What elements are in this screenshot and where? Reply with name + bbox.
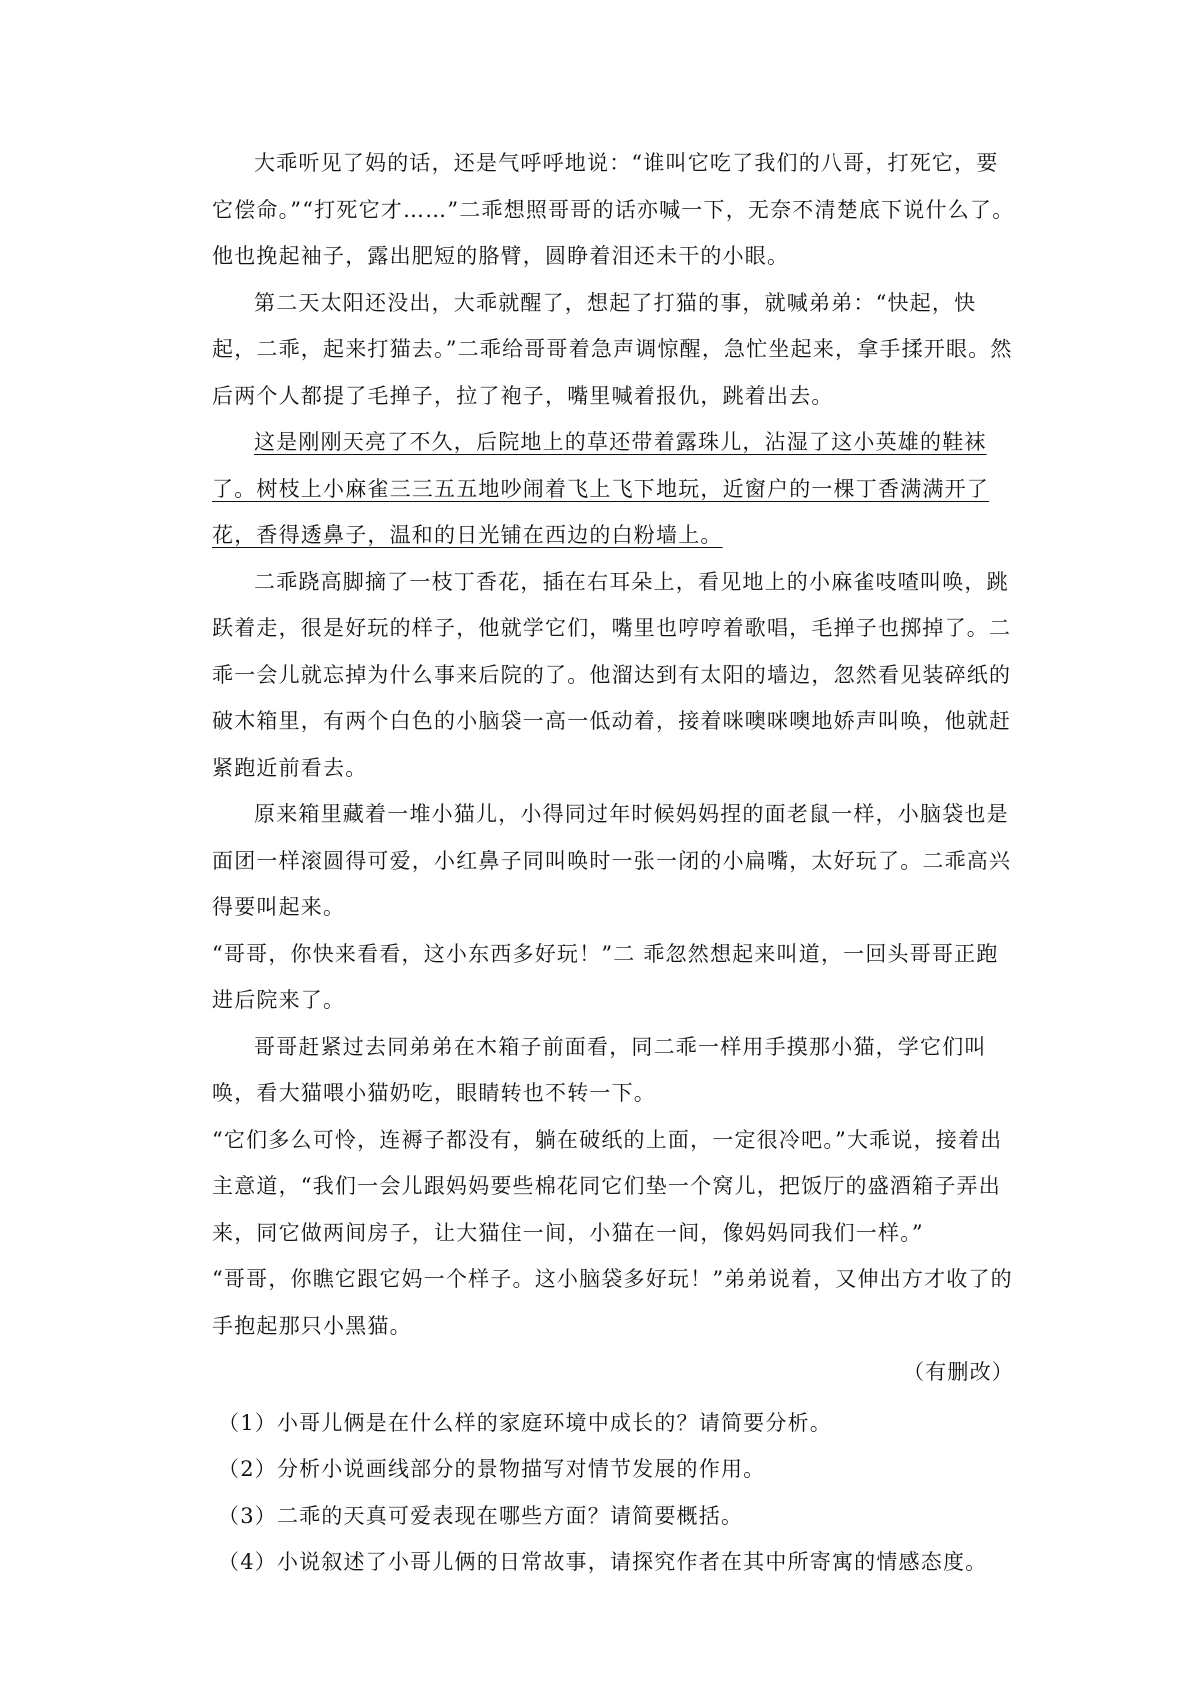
paragraph-6: “哥哥，你快来看看，这小东西多好玩！”二 乖忽然想起来叫道，一回头哥哥正跑进后院来了。 — [212, 941, 999, 1012]
underlined-paragraph: 这是刚刚天亮了不久，后院地上的草还带着露珠儿，沾湿了这小英雄的鞋袜了。树枝上小麻雀三三五五地吵闹着飞上飞下地玩，近窗户的一棵丁香满满开了花，香得透鼻子，温和的日光铺在西边的白粉墙上。 — [212, 430, 989, 547]
paragraph-2: 第二天太阳还没出，大乖就醒了，想起了打猫的事，就喊弟弟：“快起，快起，二乖，起来打猫去。”二乖给哥哥着急声调惊醒，急忙坐起来，拿手揉开眼。然后两个人都提了毛掸子，拉了袍子，嘴里喊着报仇，跳着出去。 — [212, 290, 1013, 408]
paragraph-5: 原来箱里藏着一堆小猫儿，小得同过年时候妈妈捏的面老鼠一样，小脑袋也是面团一样滚圆得可爱，小红鼻子同叫唤时一张一闭的小扁嘴，太好玩了。二乖高兴得要叫起来。 — [212, 802, 1012, 919]
question-3: （3）二乖的天真可爱表现在哪些方面？请简要概括。 — [218, 1503, 744, 1528]
question-2: （2）分析小说画线部分的景物描写对情节发展的作用。 — [218, 1457, 766, 1481]
question-4: （4）小说叙述了小哥儿俩的日常故事，请探究作者在其中所寄寓的情感态度。 — [218, 1550, 988, 1574]
source-note: （有删改） — [903, 1360, 1014, 1384]
question-list — [212, 1400, 1020, 1586]
paragraph-1: 大乖听见了妈的话，还是气呼呼地说：“谁叫它吃了我们的八哥，打死它，要它偿命。”“打死它才……”二乖想照哥哥的话亦喊一下，无奈不清楚底下说什么了。他也挽起袖子，露出肥短的胳臂，圆睁着泪还未干的小眼。 — [212, 151, 1015, 268]
paragraph-8: “它们多么可怜，连褥子都没有，躺在破纸的上面，一定很冷吧。”大乖说，接着出主意道，“我们一会儿跟妈妈要些棉花同它们垫一个窝儿，把饭厅的盛酒箱子弄出来，同它做两间房子，让大猫住一间，小猫在一间，像妈妈同我们一样。” — [212, 1127, 1003, 1245]
paragraph-4: 二乖跷高脚摘了一枝丁香花，插在右耳朵上，看见地上的小麻雀吱喳叫唤，跳跃着走，很是好玩的样子，他就学它们，嘴里也哼哼着歌唱，毛掸子也掷掉了。二乖一会儿就忘掉为什么事来后院的了。他溜达到有太阳的墙边，忽然看见装碎纸的破木箱里，有两个白色的小脑袋一高一低动着，接着咪噢咪噢地娇声叫唤，他就赶紧跑近前看去。 — [212, 569, 1012, 780]
question-1: （1）小哥儿俩是在什么样的家庭环境中成长的？请简要分析。 — [218, 1410, 832, 1435]
paragraph-9: “哥哥，你瞧它跟它妈一个样子。这小脑袋多好玩！”弟弟说着，又伸出方才收了的手抱起那只小黑猫。 — [212, 1267, 1013, 1338]
paragraph-7: 哥哥赶紧过去同弟弟在木箱子前面看，同二乖一样用手摸那小猫，学它们叫唤，看大猫喂小猫奶吃，眼睛转也不转一下。 — [212, 1034, 987, 1105]
story-text — [212, 140, 1020, 1586]
